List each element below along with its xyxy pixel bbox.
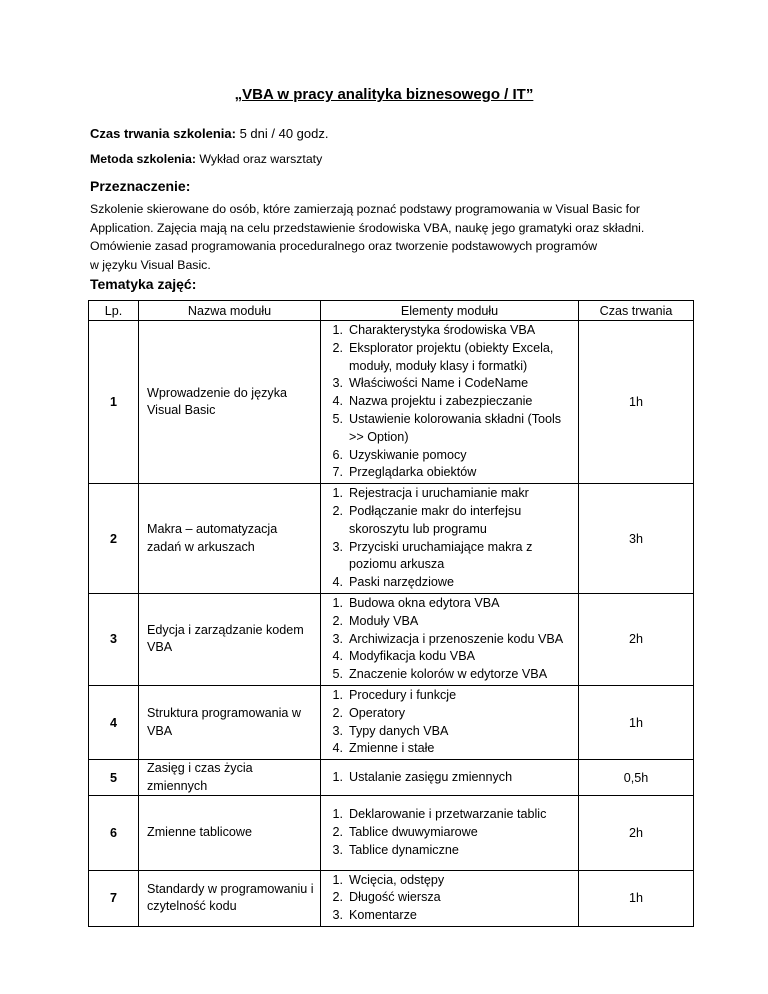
list-item-number: 5. xyxy=(332,667,343,682)
list-item xyxy=(321,907,574,925)
module-duration: 0,5h xyxy=(579,760,694,796)
list-item xyxy=(321,411,574,447)
list-item-text: Zmienne i stałe xyxy=(349,741,435,756)
module-elements-list xyxy=(321,485,574,592)
list-item-number: 2. xyxy=(332,824,343,839)
list-item-text: Ustawienie kolorowania składni (Tools >> Option) xyxy=(349,411,562,444)
method-line xyxy=(90,152,322,166)
purpose-line: Application. Zajęcia mają na celu przedstawienie środowiska VBA, naukę jego gramatyki oraz składni. xyxy=(90,220,645,235)
module-duration: 2h xyxy=(579,796,694,870)
list-item-text: Charakterystyka środowiska VBA xyxy=(349,323,536,337)
module-elements-list xyxy=(321,872,574,925)
list-item xyxy=(321,595,574,613)
list-item xyxy=(321,842,574,860)
list-item xyxy=(321,574,574,592)
list-item-text: Tablice dwuwymiarowe xyxy=(349,824,478,839)
list-item xyxy=(321,613,574,631)
list-item-number: 3. xyxy=(332,376,343,391)
duration-line xyxy=(90,126,328,141)
list-item-number: 3. xyxy=(332,631,343,646)
list-item-text: Uzyskiwanie pomocy xyxy=(349,447,467,462)
module-elements xyxy=(321,796,579,870)
list-item-number: 1. xyxy=(332,486,343,501)
list-item xyxy=(321,824,574,842)
list-item xyxy=(321,687,574,705)
table-header-row xyxy=(89,301,694,321)
module-elements xyxy=(321,593,579,685)
list-item-number: 3. xyxy=(332,842,343,857)
list-item xyxy=(321,485,574,503)
list-item-text: Typy danych VBA xyxy=(349,723,449,738)
module-number: 3 xyxy=(89,593,139,685)
list-item-number: 2. xyxy=(332,705,343,720)
list-item-text: Wcięcia, odstępy xyxy=(349,872,445,887)
list-item-number: 6. xyxy=(332,447,343,462)
document-title: „VBA w pracy analityka biznesowego / IT” xyxy=(234,86,534,103)
list-item-number: 1. xyxy=(332,872,343,887)
purpose-line: w języku Visual Basic. xyxy=(90,257,211,272)
module-name: Zmienne tablicowe xyxy=(139,796,321,870)
module-number: 2 xyxy=(89,484,139,594)
purpose-paragraph xyxy=(90,200,680,274)
list-item-number: 3. xyxy=(332,539,343,554)
header-duration: Czas trwania xyxy=(579,301,694,321)
list-item-text: Nazwa projektu i zabezpieczanie xyxy=(349,394,533,409)
list-item-number: 2. xyxy=(332,890,343,905)
list-item-number: 4. xyxy=(332,741,343,756)
list-item-text: Przeglądarka obiektów xyxy=(349,465,477,480)
module-number: 5 xyxy=(89,760,139,796)
list-item-text: Podłączanie makr do interfejsu skoroszytu lub programu xyxy=(349,503,522,536)
module-elements-list xyxy=(321,806,574,859)
module-name: Struktura programowania w VBA xyxy=(139,685,321,759)
list-item-text: Właściwości Name i CodeName xyxy=(349,376,529,391)
list-item-number: 1. xyxy=(332,807,343,822)
list-item xyxy=(321,375,574,393)
list-item-text: Operatory xyxy=(349,705,405,720)
list-item xyxy=(321,666,574,684)
module-name: Standardy w programowaniu i czytelność kodu xyxy=(139,870,321,926)
table-row xyxy=(89,484,694,594)
duration-label: Czas trwania szkolenia: xyxy=(90,126,236,141)
module-duration: 3h xyxy=(579,484,694,594)
module-elements-list xyxy=(321,687,574,758)
list-item-number: 1. xyxy=(332,769,343,784)
list-item-text: Znaczenie kolorów w edytorze VBA xyxy=(349,667,548,682)
module-number: 4 xyxy=(89,685,139,759)
list-item-text: Przyciski uruchamiające makra z poziomu arkusza xyxy=(349,539,533,572)
header-module-name: Nazwa modułu xyxy=(139,301,321,321)
list-item-number: 3. xyxy=(332,908,343,923)
list-item-number: 2. xyxy=(332,340,343,355)
module-name: Zasięg i czas życia zmiennych xyxy=(139,760,321,796)
module-elements-list xyxy=(321,322,574,482)
list-item-number: 5. xyxy=(332,411,343,426)
list-item-text: Komentarze xyxy=(349,908,417,923)
table-row xyxy=(89,321,694,484)
list-item-number: 1. xyxy=(332,595,343,610)
modules-table xyxy=(88,300,694,927)
list-item xyxy=(321,872,574,890)
list-item-number: 1. xyxy=(332,687,343,702)
list-item-text: Archiwizacja i przenoszenie kodu VBA xyxy=(349,631,564,646)
table-row xyxy=(89,685,694,759)
list-item-number: 3. xyxy=(332,723,343,738)
list-item xyxy=(321,322,574,340)
list-item-text: Budowa okna edytora VBA xyxy=(349,595,500,610)
module-elements-list xyxy=(321,595,574,684)
list-item-text: Ustalanie zasięgu zmiennych xyxy=(349,769,513,784)
list-item xyxy=(321,503,574,539)
list-item-number: 7. xyxy=(332,465,343,480)
list-item xyxy=(321,705,574,723)
list-item-text: Rejestracja i uruchamianie makr xyxy=(349,486,529,501)
list-item-text: Procedury i funkcje xyxy=(349,687,457,702)
list-item-number: 4. xyxy=(332,649,343,664)
list-item xyxy=(321,806,574,824)
module-elements xyxy=(321,870,579,926)
list-item xyxy=(321,539,574,575)
list-item-text: Paski narzędziowe xyxy=(349,575,454,590)
list-item xyxy=(321,340,574,376)
module-name: Wprowadzenie do języka Visual Basic xyxy=(139,321,321,484)
module-number: 1 xyxy=(89,321,139,484)
table-row xyxy=(89,796,694,870)
module-elements-list xyxy=(321,769,574,787)
method-value: Wykład oraz warsztaty xyxy=(199,152,323,166)
list-item-number: 2. xyxy=(332,503,343,518)
list-item xyxy=(321,740,574,758)
table-row xyxy=(89,593,694,685)
module-name: Makra – automatyzacja zadań w arkuszach xyxy=(139,484,321,594)
header-module-elements: Elementy modułu xyxy=(321,301,579,321)
module-duration: 1h xyxy=(579,321,694,484)
list-item-number: 4. xyxy=(332,575,343,590)
list-item xyxy=(321,648,574,666)
list-item-number: 4. xyxy=(332,394,343,409)
module-number: 7 xyxy=(89,870,139,926)
list-item xyxy=(321,889,574,907)
topics-heading: Tematyka zajęć: xyxy=(90,276,197,292)
purpose-heading: Przeznaczenie: xyxy=(90,178,191,194)
module-elements xyxy=(321,321,579,484)
list-item-text: Eksplorator projektu (obiekty Excela, moduły, moduły klasy i formatki) xyxy=(349,340,554,373)
purpose-line: Szkolenie skierowane do osób, które zamierzają poznać podstawy programowania w Visual Basic for xyxy=(90,202,640,216)
module-duration: 2h xyxy=(579,593,694,685)
purpose-line: Omówienie zasad programowania proceduralnego oraz tworzenie podstawowych programów xyxy=(90,239,598,254)
list-item-text: Modyfikacja kodu VBA xyxy=(349,649,475,664)
module-duration: 1h xyxy=(579,870,694,926)
module-name: Edycja i zarządzanie kodem VBA xyxy=(139,593,321,685)
module-number: 6 xyxy=(89,796,139,870)
list-item-text: Moduły VBA xyxy=(349,613,419,628)
header-lp: Lp. xyxy=(89,301,139,321)
list-item-number: 1. xyxy=(332,323,343,337)
method-label: Metoda szkolenia: xyxy=(90,152,196,166)
list-item-text: Deklarowanie i przetwarzanie tablic xyxy=(349,807,547,822)
list-item xyxy=(321,723,574,741)
list-item xyxy=(321,447,574,465)
list-item-text: Długość wiersza xyxy=(349,890,441,905)
list-item-text: Tablice dynamiczne xyxy=(349,842,459,857)
list-item xyxy=(321,769,574,787)
table-row xyxy=(89,760,694,796)
list-item xyxy=(321,393,574,411)
module-elements xyxy=(321,685,579,759)
list-item-number: 2. xyxy=(332,613,343,628)
module-elements xyxy=(321,484,579,594)
module-elements xyxy=(321,760,579,796)
list-item xyxy=(321,464,574,482)
table-row xyxy=(89,870,694,926)
duration-value: 5 dni / 40 godz. xyxy=(239,126,329,141)
list-item xyxy=(321,631,574,649)
module-duration: 1h xyxy=(579,685,694,759)
